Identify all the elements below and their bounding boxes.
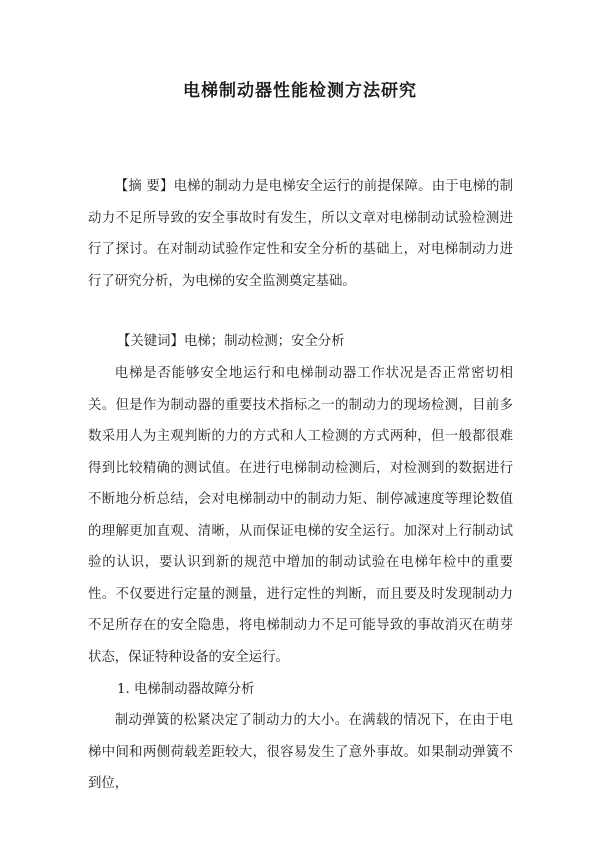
- abstract-text: 电梯的制动力是电梯安全运行的前提保障。由于电梯的制动力不足所导致的安全事故时有发生，所以文章对电梯制动试验检测进行了探讨。在对制动试验作定性和安全分析的基础上，对电梯制动力进行了研究分析，为电梯的安全监测奠定基础。: [88, 179, 513, 289]
- section-heading: 1. 电梯制动器故障分析: [117, 682, 255, 697]
- keywords-text: 电梯；制动检测；安全分析: [183, 334, 345, 349]
- abstract-label: 【摘 要】: [114, 179, 174, 194]
- keywords-label: 【关键词】: [117, 334, 184, 349]
- section-paragraph: 制动弹簧的松紧决定了制动力的大小。在满载的情况下，在由于电梯中间和两侧荷载差距较大，很容易发生了意外事故。如果制动弹簧不到位，: [88, 713, 513, 791]
- keywords-line: [117, 326, 517, 358]
- abstract-paragraph: [88, 171, 513, 297]
- intro-paragraph: 电梯是否能够安全地运行和电梯制动器工作状况是否正常密切相关。但是作为制动器的重要技术指标之一的制动力的现场检测，目前多数采用人为主观判断的力的方式和人工检测的方式两种，但一般都很难得到比较精确的测试值。在进行电梯制动检测后，对检测到的数据进行不断地分析总结，会对电梯制动中的制动力矩、制停减速度等理论数值的理解更加直观、清晰，从而保证电梯的安全运行。加深对上行制动试验的认识，要认识到新的规范中增加的制动试验在电梯年检中的重要性。不仅要进行定量的测量，进行定性的判断，而且要及时发现制动力不足所存在的安全隐患，将电梯制动力不足可能导致的事故消灭在萌芽状态，保证特种设备的安全运行。: [88, 366, 513, 665]
- document-title: 电梯制动器性能检测方法研究: [183, 81, 417, 101]
